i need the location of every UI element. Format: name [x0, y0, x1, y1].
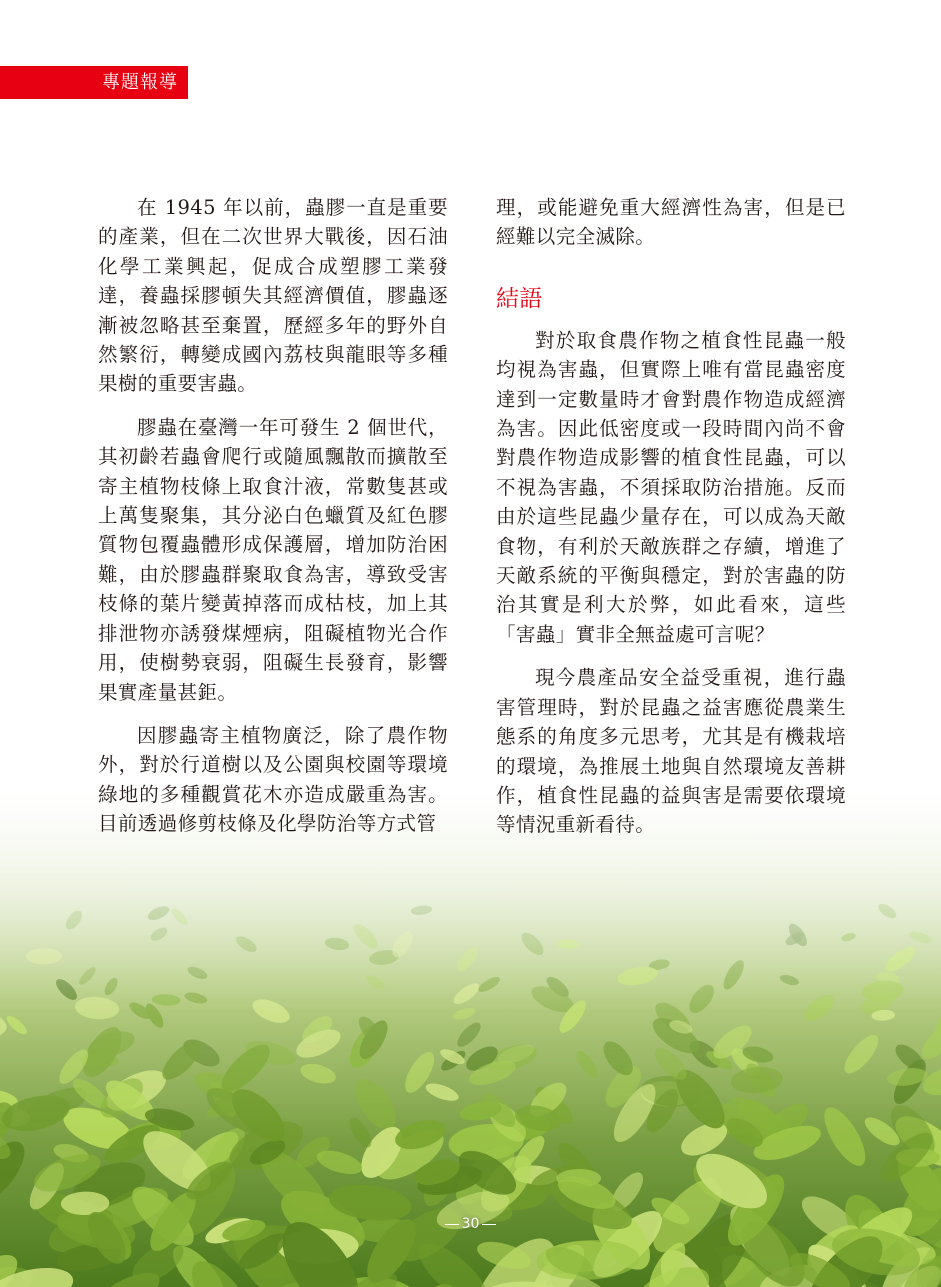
paragraph: 膠蟲在臺灣一年可發生 2 個世代，其初齡若蟲會爬行或隨風飄散而擴散至寄主植物枝條上取食汁液，常數隻甚或上萬隻聚集，其分泌白色蠟質及紅色膠質物包覆蟲體形成保護層，增加防治困難，由於膠蟲群聚取食為害，導致受害枝條的葉片變黃掉落而成枯枝，加上其排泄物亦誘發煤煙病，阻礙植物光合作用，使樹勢衰弱，阻礙生長發育，影響果實產量甚鉅。 — [98, 415, 448, 704]
paragraph: 因膠蟲寄主植物廣泛，除了農作物外，對於行道樹以及公園與校園等環境綠地的多種觀賞花木亦造成嚴重為害。目前透過修剪枝條及化學防治等方式管 — [98, 723, 448, 836]
left-column — [98, 193, 448, 853]
dash-left — [445, 1224, 459, 1225]
paragraph-continuation: 理，或能避免重大經濟性為害，但是已經難以完全滅除。 — [496, 196, 846, 249]
page-number-text: 30 — [461, 1216, 480, 1232]
section-heading: 結語 — [496, 285, 543, 312]
right-column — [496, 193, 846, 854]
dash-right — [482, 1224, 496, 1225]
paragraph: 對於取食農作物之植食性昆蟲一般均視為害蟲，但實際上唯有當昆蟲密度達到一定數量時才會對農作物造成經濟為害。因此低密度或一段時間內尚不會對農作物造成影響的植食性昆蟲，可以不視為害蟲，不須採取防治措施。反而由於這些昆蟲少量存在，可以成為天敵食物，有利於天敵族群之存續，增進了天敵系統的平衡與穩定，對於害蟲的防治其實是利大於弊，如此看來，這些「害蟲」實非全無益處可言呢？ — [496, 328, 846, 646]
paragraph: 現今農產品安全益受重視，進行蟲害管理時，對於昆蟲之益害應從農業生態系的角度多元思考，尤其是有機栽培的環境，為推展土地與自然環境友善耕作，植食性昆蟲的益與害是需要依環境等情況重新看待。 — [496, 666, 846, 837]
page-number — [0, 1216, 941, 1232]
tea-leaves-photo — [0, 790, 941, 1287]
section-label: 專題報導 — [0, 66, 188, 99]
paragraph: 在 1945 年以前，蟲膠一直是重要的產業，但在二次世界大戰後，因石油化學工業興起，促成合成塑膠工業發達，養蟲採膠頓失其經濟價值，膠蟲逐漸被忽略甚至棄置，歷經多年的野外自然繁衍，轉變成國內荔枝與龍眼等多種果樹的重要害蟲。 — [98, 196, 448, 396]
